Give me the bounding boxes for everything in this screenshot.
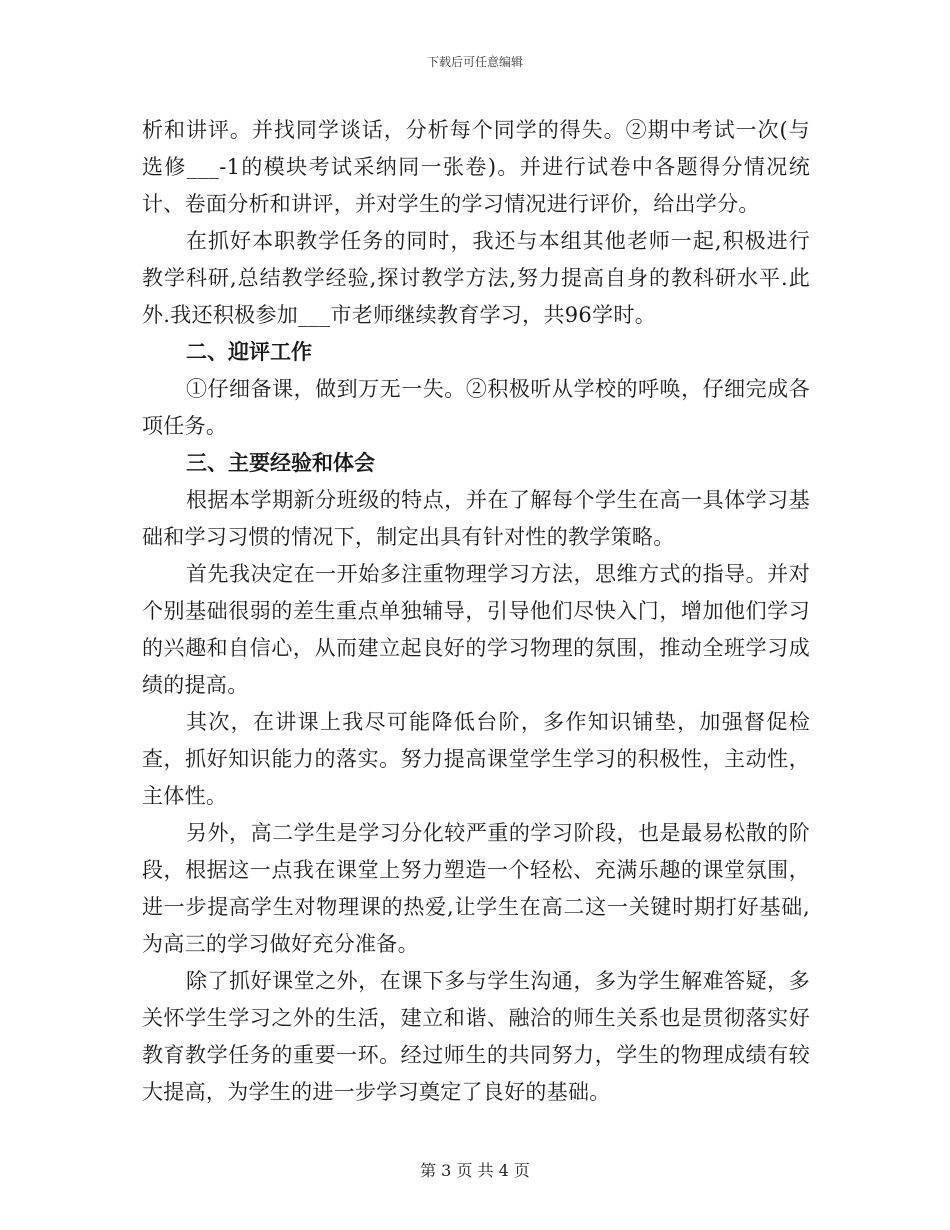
page-number: 第 3 页 共 4 页: [420, 1161, 530, 1180]
header-note: 下载后可任意编辑: [426, 55, 523, 69]
paragraph-evaluation: ①仔细备课，做到万无一失。②积极听从学校的呼唤，仔细完成各项任务。: [142, 377, 810, 438]
paragraph-exam-analysis: 析和讲评。并找同学谈话，分析每个同学的得失。②期中考试一次(与选修___-1的模块考试采纳同一张卷)。并进行试卷中各题得分情况统计、卷面分析和讲评，并对学生的学习情况进行评价，给出学分。: [142, 118, 810, 216]
section-heading-evaluation: 二、迎评工作: [186, 340, 312, 364]
paragraph-strategy: 根据本学期新分班级的特点，并在了解每个学生在高一具体学习基础和学习习惯的情况下，制定出具有针对性的教学策略。: [142, 488, 810, 549]
section-heading-experience: 三、主要经验和体会: [186, 451, 375, 475]
paragraph-method-guidance: 首先我决定在一开始多注重物理学习方法，思维方式的指导。并对个别基础很弱的差生重点单独辅导，引导他们尽快入门，增加他们学习的兴趣和自信心，从而建立起良好的学习物理的氛围，推动全班学习成绩的提高。: [142, 562, 810, 697]
paragraph-classroom-atmosphere: 另外，高二学生是学习分化较严重的学习阶段，也是最易松散的阶段，根据这一点我在课堂上努力塑造一个轻松、充满乐趣的课堂氛围，进一步提高学生对物理课的热爱,让学生在高二这一关键时期打好基础,为高三的学习做好充分准备。: [142, 821, 810, 956]
paragraph-lower-threshold: 其次，在讲课上我尽可能降低台阶，多作知识铺垫，加强督促检查，抓好知识能力的落实。努力提高课堂学生学习的积极性，主动性，主体性。: [142, 710, 810, 808]
document-body: [142, 112, 810, 1111]
paragraph-teaching-research: 在抓好本职教学任务的同时，我还与本组其他老师一起,积极进行教学科研,总结教学经验,探讨教学方法,努力提高自身的教科研水平.此外.我还积极参加___市老师继续教育学习，共96学时。: [142, 229, 810, 327]
paragraph-teacher-student: 除了抓好课堂之外，在课下多与学生沟通，多为学生解难答疑，多关怀学生学习之外的生活，建立和谐、融洽的师生关系也是贯彻落实好教育教学任务的重要一环。经过师生的共同努力，学生的物理成绩有较大提高，为学生的进一步学习奠定了良好的基础。: [142, 969, 810, 1104]
